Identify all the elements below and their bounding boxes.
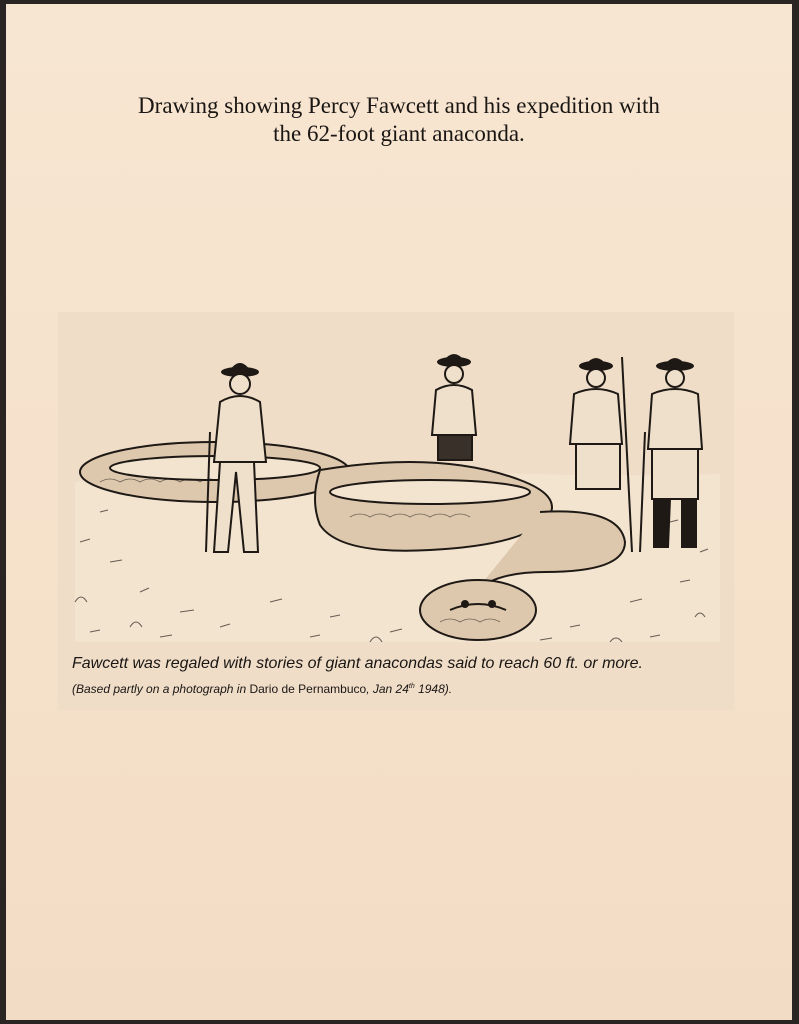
caption-main: Fawcett was regaled with stories of giant anacondas said to reach 60 ft. or more. [72,655,643,672]
expedition-member-center [432,355,476,460]
illustration-plate [58,312,734,710]
caption-source-publication: Dario de Pernambuco [249,682,367,696]
caption-source-date: , Jan 24 [366,682,409,696]
anaconda-expedition-drawing [70,342,722,654]
title-line-1: Drawing showing Percy Fawcett and his expedition with [138,93,660,118]
caption-source-date-suffix: th [408,683,415,690]
page-title [46,92,752,148]
caption-source [72,678,732,698]
illustration-caption [72,654,732,698]
caption-source-prefix: (Based partly on a photograph in [72,682,250,696]
poster-sheet [6,4,792,1020]
caption-source-year: 1948). [414,682,453,696]
title-line-2: the 62-foot giant anaconda. [273,121,525,146]
